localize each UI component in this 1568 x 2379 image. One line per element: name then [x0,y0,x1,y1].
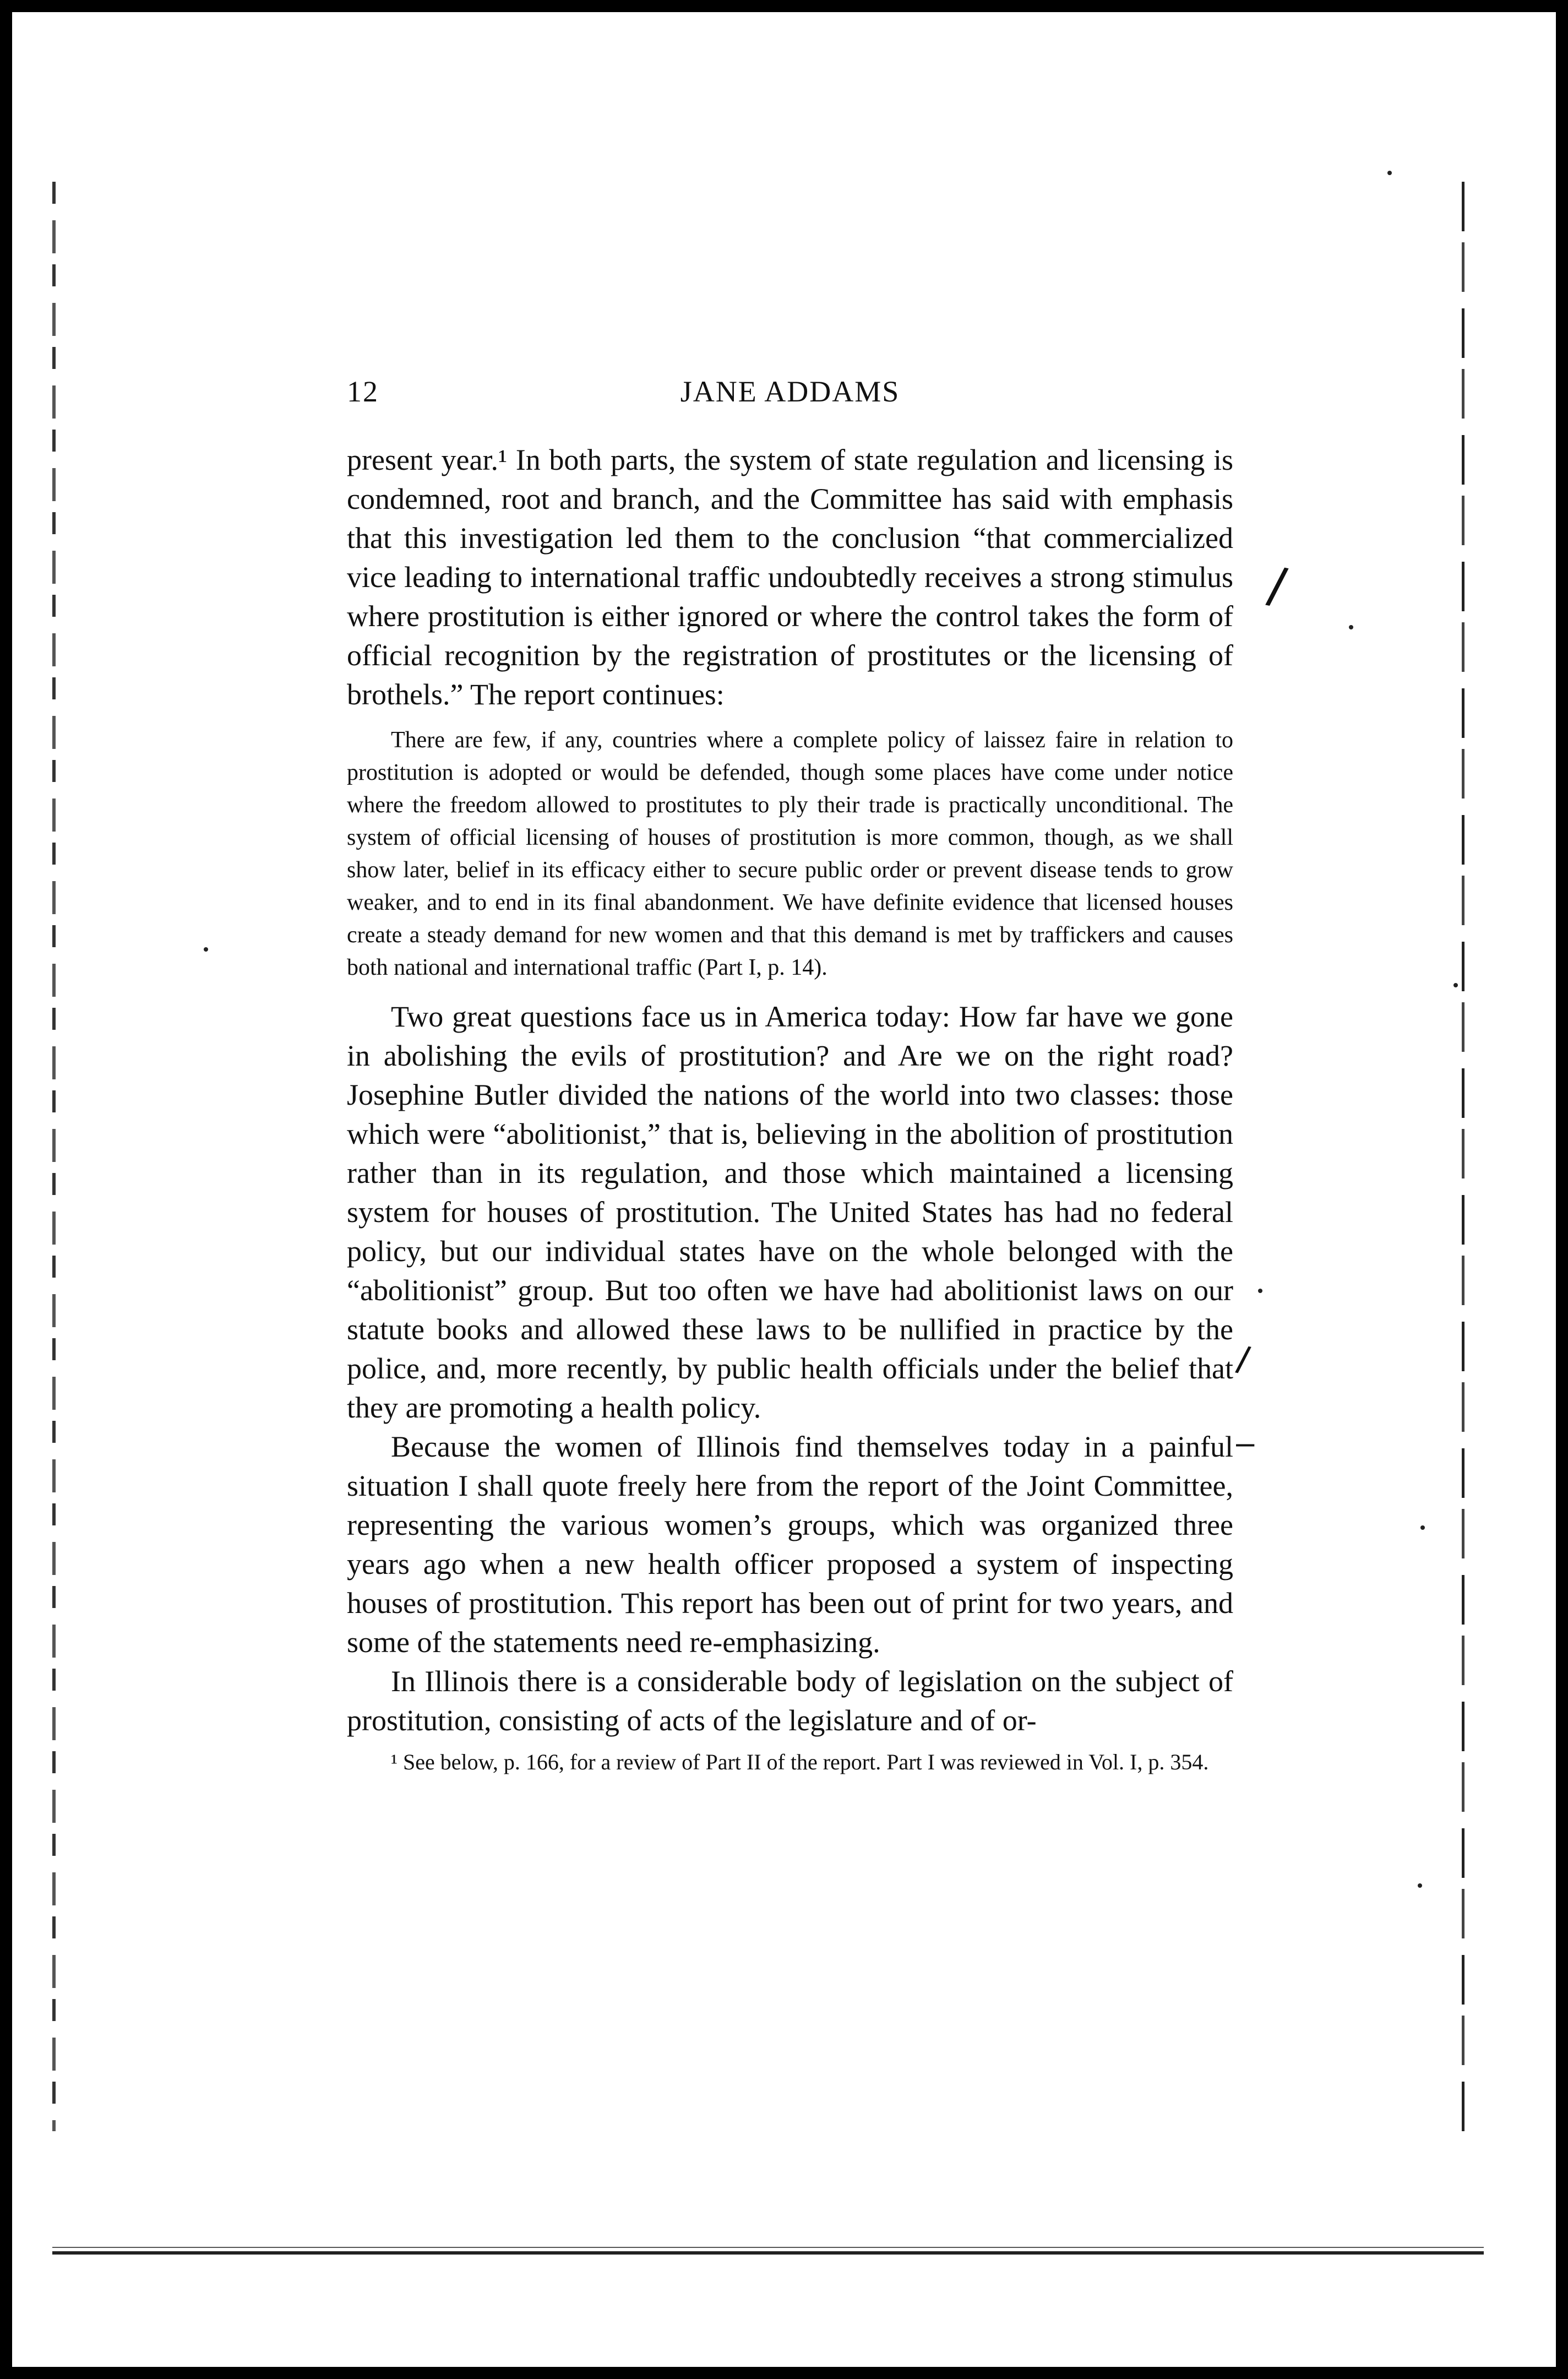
scan-speck [1349,625,1353,629]
margin-dash-mark: – [1236,1424,1255,1461]
scan-speck [1420,1525,1425,1530]
page-body [347,441,1233,1777]
running-head: JANE ADDAMS [680,375,900,408]
body-paragraph-1: present year.¹ In both parts, the system of state regulation and licensing is condemned, root and branch, and the Committee has said with emphasis that this investigation led them to the conclusion “that commercialized vice leading to international traffic undoubtedly receives a strong stimulus where prostitution is either ignored or where the control takes the form of official recognition by the registration of prostitutes or the licensing of brothels.” The report continues: [347,443,1233,711]
scan-speck [1453,983,1458,987]
margin-slash-mark: / [1262,556,1291,620]
body-paragraph-4: In Illinois there is a considerable body of legislation on the subject of prostitution, consisting of acts of the legislature and of or- [347,1665,1233,1737]
scan-speck [1418,1883,1422,1888]
bottom-page-edge-thin [52,2247,1484,2248]
page-header [347,374,1233,424]
body-paragraph-3: Because the women of Illinois find themselves today in a painful situation I shall quote freely here from the report of the Joint Committee, representing the various women’s groups, which was organized three years ago when a new health officer proposed a system of inspecting houses of prostitution. This report has been out of print for two years, and some of the statements need re-emphasizing. [347,1430,1233,1659]
body-paragraph-2: Two great questions face us in America today: How far have we gone in abolishing the evils of prostitution? and Are we on the right road? Josephine Butler divided the nations of the world into two classes: those which were “abolitionist,” that is, believing in the abolition of prostitution rather than in its regulation, and those which maintained a licensing system for houses of prostitution. The United States has had no federal policy, but our individual states have on the whole belonged with the “abolitionist” group. But too often we have had abolitionist laws on our statute books and allowed these laws to be nullified in practice by the police, and, more recently, by public health officials under the belief that they are promoting a health policy. [347,1000,1233,1424]
bottom-page-edge [52,2251,1484,2255]
scan-speck [1387,171,1392,175]
block-quote: There are few, if any, countries where a complete policy of laissez faire in relation to prostitution is adopted or would be defended, though some places have come under notice where the freedom allowed to prostitutes to ply their trade is practically unconditional. The system of official licensing of houses of prostitution is more common, though, as we shall show later, belief in its efficacy either to secure public order or prevent disease tends to grow weaker, and to end in its final abandonment. We have definite evidence that licensed houses create a steady demand for new women and that this demand is met by traffickers and causes both national and international traffic (Part I, p. 14). [347,727,1233,980]
left-page-edge [52,182,56,2131]
margin-slash-mark: / [1233,1338,1253,1383]
scan-speck [204,947,208,952]
page-number: 12 [347,375,379,408]
right-page-edge [1462,182,1464,2142]
scan-speck [1258,1289,1262,1293]
footnote: ¹ See below, p. 166, for a review of Part II of the report. Part I was reviewed in Vol. I, p. 354. [391,1750,1209,1774]
